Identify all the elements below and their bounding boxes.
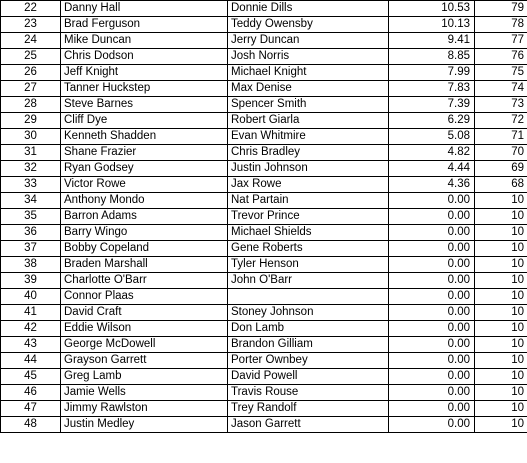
cell-points: 0.00 xyxy=(389,369,475,385)
table-row xyxy=(1,225,527,241)
cell-rank: 10 xyxy=(475,225,527,241)
cell-rank: 71 xyxy=(475,129,527,145)
cell-player-2: Jason Garrett xyxy=(228,417,389,433)
cell-player-1: Steve Barnes xyxy=(61,97,228,113)
cell-points: 0.00 xyxy=(389,385,475,401)
cell-player-1: Grayson Garrett xyxy=(61,353,228,369)
table-row xyxy=(1,145,527,161)
standings-rows xyxy=(1,1,527,433)
cell-player-2: Robert Giarla xyxy=(228,113,389,129)
cell-player-2: Trey Randolf xyxy=(228,401,389,417)
cell-points: 4.82 xyxy=(389,145,475,161)
cell-player-2: Justin Johnson xyxy=(228,161,389,177)
cell-player-2: Gene Roberts xyxy=(228,241,389,257)
cell-rank: 79 xyxy=(475,1,527,17)
cell-player-2: David Powell xyxy=(228,369,389,385)
cell-points: 0.00 xyxy=(389,193,475,209)
cell-number: 35 xyxy=(1,209,61,225)
cell-player-1: Mike Duncan xyxy=(61,33,228,49)
table-row xyxy=(1,417,527,433)
cell-rank: 10 xyxy=(475,273,527,289)
table-row xyxy=(1,129,527,145)
cell-player-2: Don Lamb xyxy=(228,321,389,337)
cell-player-1: Charlotte O'Barr xyxy=(61,273,228,289)
cell-points: 10.13 xyxy=(389,17,475,33)
cell-player-1: Barron Adams xyxy=(61,209,228,225)
cell-number: 23 xyxy=(1,17,61,33)
cell-rank: 10 xyxy=(475,305,527,321)
cell-rank: 75 xyxy=(475,65,527,81)
table-row xyxy=(1,353,527,369)
cell-points: 0.00 xyxy=(389,353,475,369)
cell-rank: 72 xyxy=(475,113,527,129)
cell-number: 41 xyxy=(1,305,61,321)
cell-player-2: Evan Whitmire xyxy=(228,129,389,145)
cell-player-1: Anthony Mondo xyxy=(61,193,228,209)
cell-rank: 78 xyxy=(475,17,527,33)
cell-rank: 10 xyxy=(475,209,527,225)
cell-rank: 68 xyxy=(475,177,527,193)
cell-player-1: Jimmy Rawlston xyxy=(61,401,228,417)
cell-number: 34 xyxy=(1,193,61,209)
cell-points: 8.85 xyxy=(389,49,475,65)
cell-number: 36 xyxy=(1,225,61,241)
cell-player-2: Donnie Dills xyxy=(228,1,389,17)
cell-rank: 10 xyxy=(475,369,527,385)
cell-player-2: Max Denise xyxy=(228,81,389,97)
cell-number: 31 xyxy=(1,145,61,161)
cell-number: 30 xyxy=(1,129,61,145)
cell-player-2: Spencer Smith xyxy=(228,97,389,113)
table-row xyxy=(1,17,527,33)
cell-number: 29 xyxy=(1,113,61,129)
cell-points: 0.00 xyxy=(389,257,475,273)
cell-points: 0.00 xyxy=(389,417,475,433)
cell-player-2: John O'Barr xyxy=(228,273,389,289)
cell-number: 46 xyxy=(1,385,61,401)
cell-points: 0.00 xyxy=(389,401,475,417)
cell-rank: 10 xyxy=(475,353,527,369)
table-row xyxy=(1,401,527,417)
cell-number: 38 xyxy=(1,257,61,273)
table-row xyxy=(1,273,527,289)
cell-number: 40 xyxy=(1,289,61,305)
table-row xyxy=(1,321,527,337)
cell-player-1: Greg Lamb xyxy=(61,369,228,385)
cell-player-1: Barry Wingo xyxy=(61,225,228,241)
table-row xyxy=(1,241,527,257)
table-row xyxy=(1,209,527,225)
cell-player-2: Porter Ownbey xyxy=(228,353,389,369)
cell-points: 9.41 xyxy=(389,33,475,49)
cell-points: 0.00 xyxy=(389,273,475,289)
cell-points: 4.36 xyxy=(389,177,475,193)
cell-rank: 73 xyxy=(475,97,527,113)
table-row xyxy=(1,337,527,353)
table-row xyxy=(1,161,527,177)
cell-player-2: Teddy Owensby xyxy=(228,17,389,33)
table-row xyxy=(1,369,527,385)
cell-number: 33 xyxy=(1,177,61,193)
cell-player-1: Eddie Wilson xyxy=(61,321,228,337)
cell-player-2: Brandon Gilliam xyxy=(228,337,389,353)
cell-rank: 10 xyxy=(475,257,527,273)
table-row xyxy=(1,305,527,321)
cell-number: 24 xyxy=(1,33,61,49)
cell-player-1: Kenneth Shadden xyxy=(61,129,228,145)
cell-points: 4.44 xyxy=(389,161,475,177)
cell-number: 43 xyxy=(1,337,61,353)
table-row xyxy=(1,177,527,193)
cell-number: 26 xyxy=(1,65,61,81)
cell-player-1: Chris Dodson xyxy=(61,49,228,65)
cell-number: 48 xyxy=(1,417,61,433)
cell-number: 27 xyxy=(1,81,61,97)
cell-player-1: Tanner Huckstep xyxy=(61,81,228,97)
cell-points: 7.83 xyxy=(389,81,475,97)
cell-rank: 76 xyxy=(475,49,527,65)
cell-rank: 10 xyxy=(475,417,527,433)
cell-player-2: Stoney Johnson xyxy=(228,305,389,321)
cell-player-1: David Craft xyxy=(61,305,228,321)
table-row xyxy=(1,97,527,113)
cell-player-1: Connor Plaas xyxy=(61,289,228,305)
table-row xyxy=(1,257,527,273)
cell-player-1: Brad Ferguson xyxy=(61,17,228,33)
cell-number: 44 xyxy=(1,353,61,369)
table-row xyxy=(1,289,527,305)
cell-player-2: Michael Knight xyxy=(228,65,389,81)
cell-player-2 xyxy=(228,289,389,305)
cell-player-1: Jeff Knight xyxy=(61,65,228,81)
cell-player-1: Danny Hall xyxy=(61,1,228,17)
cell-number: 28 xyxy=(1,97,61,113)
cell-player-1: Cliff Dye xyxy=(61,113,228,129)
cell-player-1: Victor Rowe xyxy=(61,177,228,193)
cell-rank: 70 xyxy=(475,145,527,161)
cell-points: 0.00 xyxy=(389,209,475,225)
cell-points: 0.00 xyxy=(389,225,475,241)
cell-number: 37 xyxy=(1,241,61,257)
cell-points: 0.00 xyxy=(389,241,475,257)
cell-rank: 77 xyxy=(475,33,527,49)
table-row xyxy=(1,1,527,17)
cell-points: 5.08 xyxy=(389,129,475,145)
cell-points: 0.00 xyxy=(389,337,475,353)
cell-player-2: Jerry Duncan xyxy=(228,33,389,49)
cell-player-1: Justin Medley xyxy=(61,417,228,433)
cell-player-2: Josh Norris xyxy=(228,49,389,65)
cell-points: 7.99 xyxy=(389,65,475,81)
cell-player-1: Shane Frazier xyxy=(61,145,228,161)
cell-rank: 10 xyxy=(475,321,527,337)
cell-rank: 10 xyxy=(475,385,527,401)
cell-rank: 74 xyxy=(475,81,527,97)
table-row xyxy=(1,193,527,209)
cell-player-1: Jamie Wells xyxy=(61,385,228,401)
cell-rank: 10 xyxy=(475,401,527,417)
cell-points: 10.53 xyxy=(389,1,475,17)
table-row xyxy=(1,49,527,65)
cell-points: 0.00 xyxy=(389,289,475,305)
cell-number: 39 xyxy=(1,273,61,289)
cell-player-1: Bobby Copeland xyxy=(61,241,228,257)
table-row xyxy=(1,65,527,81)
cell-number: 45 xyxy=(1,369,61,385)
cell-points: 0.00 xyxy=(389,305,475,321)
cell-rank: 10 xyxy=(475,193,527,209)
cell-number: 42 xyxy=(1,321,61,337)
cell-points: 7.39 xyxy=(389,97,475,113)
cell-player-2: Nat Partain xyxy=(228,193,389,209)
cell-player-2: Trevor Prince xyxy=(228,209,389,225)
cell-rank: 10 xyxy=(475,241,527,257)
table-row xyxy=(1,385,527,401)
cell-number: 47 xyxy=(1,401,61,417)
cell-player-2: Michael Shields xyxy=(228,225,389,241)
cell-player-1: Ryan Godsey xyxy=(61,161,228,177)
cell-number: 22 xyxy=(1,1,61,17)
cell-player-2: Tyler Henson xyxy=(228,257,389,273)
cell-player-2: Chris Bradley xyxy=(228,145,389,161)
cell-number: 32 xyxy=(1,161,61,177)
cell-rank: 10 xyxy=(475,289,527,305)
table-row xyxy=(1,113,527,129)
cell-rank: 69 xyxy=(475,161,527,177)
cell-points: 0.00 xyxy=(389,321,475,337)
cell-player-2: Travis Rouse xyxy=(228,385,389,401)
cell-number: 25 xyxy=(1,49,61,65)
cell-rank: 10 xyxy=(475,337,527,353)
cell-points: 6.29 xyxy=(389,113,475,129)
table-row xyxy=(1,33,527,49)
table-row xyxy=(1,81,527,97)
cell-player-2: Jax Rowe xyxy=(228,177,389,193)
cell-player-1: Braden Marshall xyxy=(61,257,228,273)
cell-player-1: George McDowell xyxy=(61,337,228,353)
